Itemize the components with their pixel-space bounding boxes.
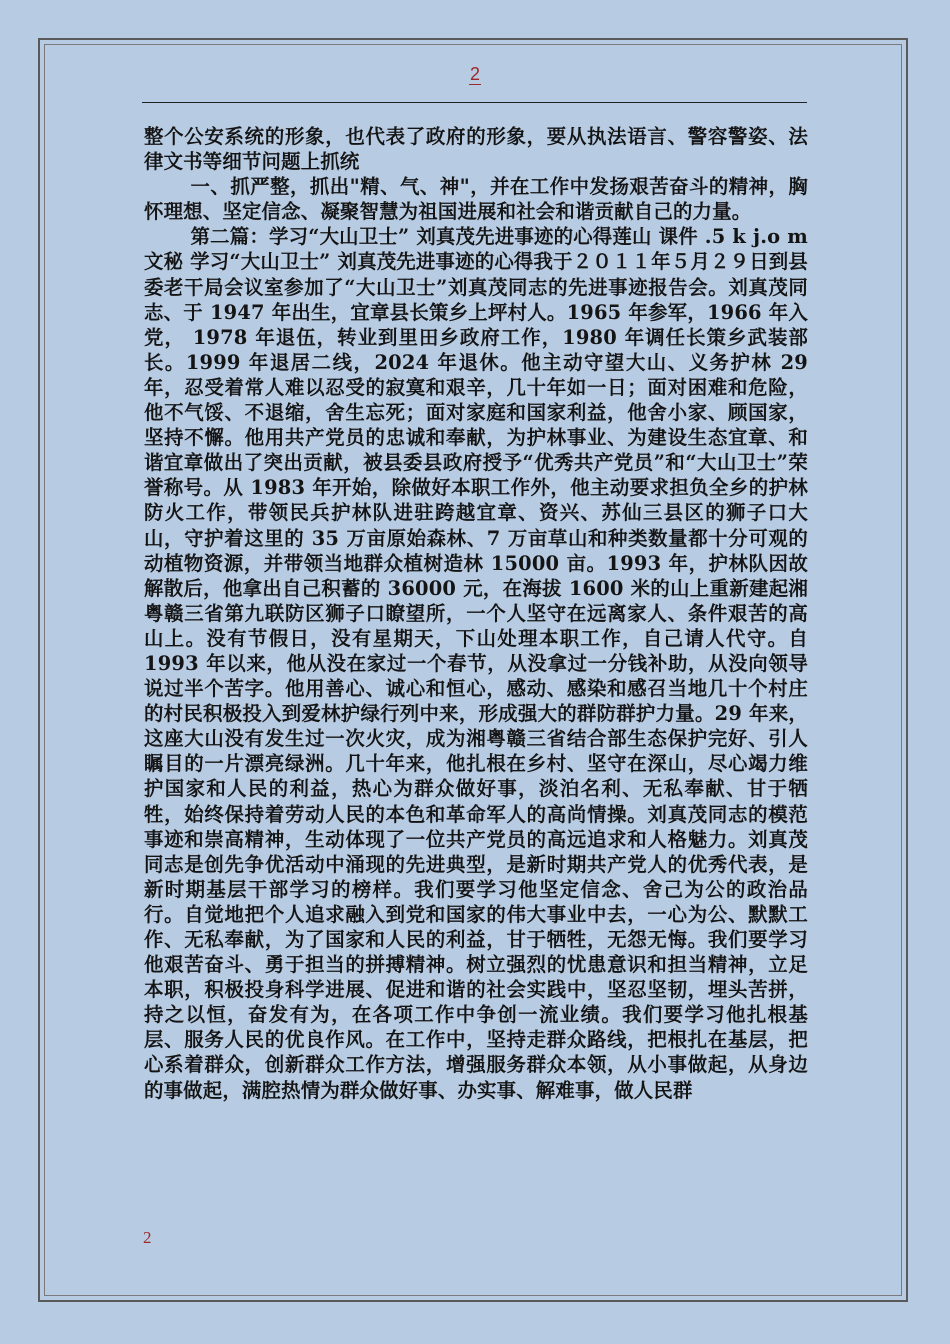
document-body	[144, 124, 808, 1103]
header-page-number-text: 2	[469, 64, 480, 84]
header-divider	[142, 102, 807, 103]
header-page-number	[0, 64, 950, 85]
paragraph-second-article: 第二篇：学习“大山卫士” 刘真茂先进事迹的心得莲山 课件 .5 k j.o m 文秘 学习“大山卫士” 刘真茂先进事迹的心得我于２０１１年５月２９日到县委老干局会议室参加了“大山卫士”刘真茂同志的先进事迹报告会。刘真茂同志、于 1947 年出生，宜章县长策乡上坪村人。1965 年参军，1966 年入党， 1978 年退伍，转业到里田乡政府工作，1980 年调任长策乡武装部长。1999 年退居二线，2024 年退休。他主动守望大山、义务护林 29 年，忍受着常人难以忍受的寂寞和艰辛，几十年如一日；面对困难和危险，他不气馁、不退缩，舍生忘死；面对家庭和国家利益，他舍小家、顾国家，坚持不懈。他用共产党员的忠诚和奉献，为护林事业、为建设生态宜章、和谐宜章做出了突出贡献，被县委县政府授予“优秀共产党员”和“大山卫士”荣誉称号。从 1983 年开始，除做好本职工作外，他主动要求担负全乡的护林防火工作，带领民兵护林队进驻跨越宜章、资兴、苏仙三县区的狮子口大山，守护着这里的 35 万亩原始森林、7 万亩草山和种类数量都十分可观的动植物资源，并带领当地群众植树造林 15000 亩。1993 年，护林队因故解散后，他拿出自己积蓄的 36000 元，在海拔 1600 米的山上重新建起湘粤赣三省第九联防区狮子口瞭望所，一个人坚守在远离家人、条件艰苦的高山上。没有节假日，没有星期天，下山处理本职工作，自己请人代守。自 1993 年以来，他从没在家过一个春节，从没拿过一分钱补助，从没向领导说过半个苦字。他用善心、诚心和恒心，感动、感染和感召当地几十个村庄的村民积极投入到爱林护绿行列中来，形成强大的群防群护力量。29 年来，这座大山没有发生过一次火灾，成为湘粤赣三省结合部生态保护完好、引人瞩目的一片漂亮绿洲。几十年来，他扎根在乡村、坚守在深山，尽心竭力维护国家和人民的利益，热心为群众做好事，淡泊名利、无私奉献、甘于牺牲，始终保持着劳动人民的本色和革命军人的高尚情操。刘真茂同志的模范事迹和崇高精神，生动体现了一位共产党员的高远追求和人格魅力。刘真茂同志是创先争优活动中涌现的先进典型，是新时期共产党人的优秀代表，是新时期基层干部学习的榜样。我们要学习他坚定信念、舍己为公的政治品行。自觉地把个人追求融入到党和国家的伟大事业中去，一心为公、默默工作、无私奉献，为了国家和人民的利益，甘于牺牲，无怨无悔。我们要学习他艰苦奋斗、勇于担当的拼搏精神。树立强烈的忧患意识和担当精神，立足本职，积极投身科学进展、促进和谐的社会实践中，坚忍坚韧，埋头苦拼，持之以恒，奋发有为，在各项工作中争创一流业绩。我们要学习他扎根基层、服务人民的优良作风。在工作中，坚持走群众路线，把根扎在基层，把心系着群众，创新群众工作方法，增强服务群众本领，从小事做起，从身边的事做起，满腔热情为群众做好事、办实事、解难事，做人民群	[144, 225, 808, 1102]
paragraph-point-one: 一、抓严整，抓出"精、气、神"，并在工作中发扬艰苦奋斗的精神，胸怀理想、坚定信念、凝聚智慧为祖国进展和社会和谐贡献自己的力量。	[144, 175, 808, 224]
paragraph-continuation: 整个公安系统的形象，也代表了政府的形象，要从执法语言、警容警姿、法律文书等细节问题上抓统	[144, 125, 808, 174]
footer-page-number: 2	[143, 1228, 152, 1247]
